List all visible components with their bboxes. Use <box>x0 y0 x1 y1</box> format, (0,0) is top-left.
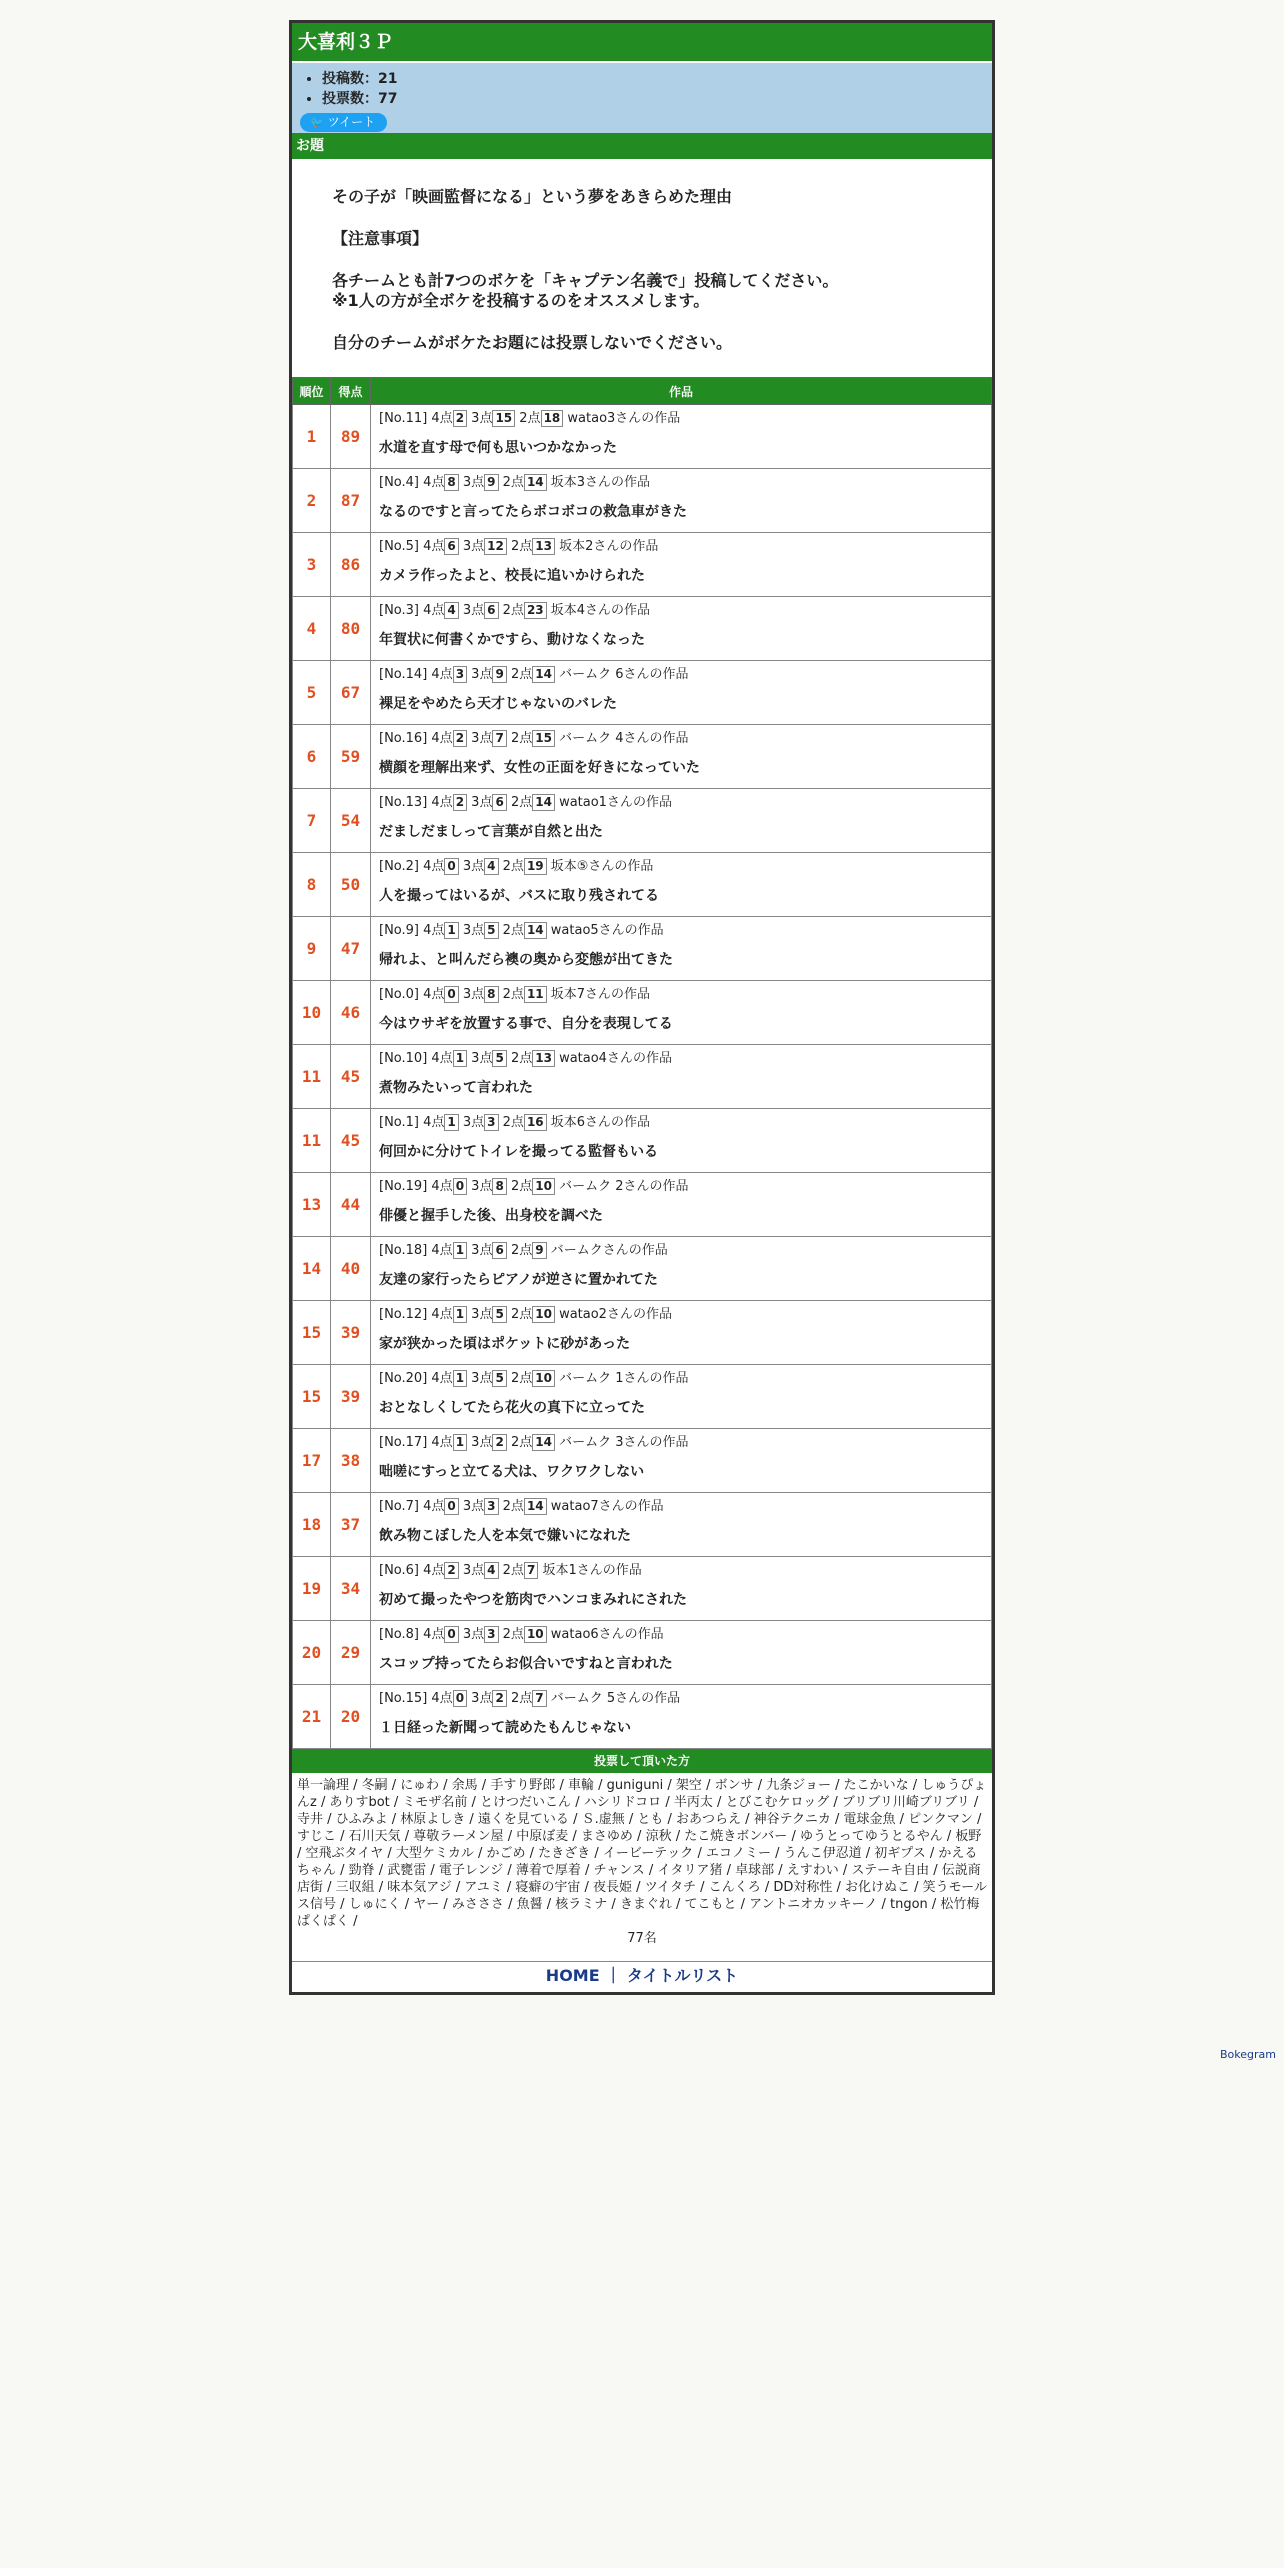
table-row <box>293 853 992 917</box>
rank-cell: 21 <box>293 1685 331 1749</box>
points-cell: 50 <box>331 853 371 917</box>
score2-count: 14 <box>532 794 555 811</box>
entry-author: バームク 3さんの作品 <box>559 1435 689 1450</box>
voters-body <box>292 1773 992 1962</box>
rank-cell: 11 <box>293 1045 331 1109</box>
entry-text: 初めて撮ったやつを筋肉でハンコまみれにされた <box>379 1592 687 1608</box>
entry-meta: [No.14] 4点 3 3点 9 2点 14 バームク 6さんの作品 <box>379 667 689 682</box>
voters-count: 77名 <box>627 1931 657 1946</box>
score4-count: 8 <box>444 474 458 491</box>
entry-author: watao4さんの作品 <box>559 1051 672 1066</box>
score4-count: 2 <box>453 410 467 427</box>
work-cell <box>371 661 992 725</box>
entry-meta: [No.18] 4点 1 3点 6 2点 9 バームクさんの作品 <box>379 1243 668 1258</box>
points-cell: 89 <box>331 405 371 469</box>
ranking-body <box>293 405 992 1749</box>
work-cell <box>371 981 992 1045</box>
table-row <box>293 917 992 981</box>
entry-number: [No.8] <box>379 1627 419 1642</box>
work-cell <box>371 853 992 917</box>
score2-count: 14 <box>532 1434 555 1451</box>
entry-number: [No.11] <box>379 411 428 426</box>
rank-cell: 13 <box>293 1173 331 1237</box>
entry-meta: [No.19] 4点 0 3点 8 2点 10 バームク 2さんの作品 <box>379 1179 689 1194</box>
entry-meta: [No.16] 4点 2 3点 7 2点 15 バームク 4さんの作品 <box>379 731 689 746</box>
score3-count: 2 <box>492 1690 506 1707</box>
score2-count: 14 <box>532 666 555 683</box>
entry-author: watao3さんの作品 <box>567 411 681 426</box>
page-title: 大喜利３Ｐ <box>292 23 992 61</box>
entry-author: バームクさんの作品 <box>550 1243 668 1258</box>
score4-count: 3 <box>453 666 467 683</box>
score2-count: 11 <box>524 986 547 1003</box>
entry-author: watao5さんの作品 <box>550 923 664 938</box>
entry-number: [No.18] <box>379 1243 428 1258</box>
entry-author: バームク 1さんの作品 <box>559 1371 689 1386</box>
score4-count: 0 <box>453 1178 467 1195</box>
score3-count: 8 <box>492 1178 506 1195</box>
score4-count: 4 <box>444 602 458 619</box>
score3-count: 5 <box>492 1370 506 1387</box>
score3-count: 9 <box>484 474 498 491</box>
score3-count: 5 <box>492 1050 506 1067</box>
odai-notice-2: 自分のチームがボケたお題には投票しないでください。 <box>332 333 733 352</box>
score3-count: 7 <box>492 730 506 747</box>
entry-meta: [No.1] 4点 1 3点 3 2点 16 坂本6さんの作品 <box>379 1115 651 1130</box>
points-cell: 54 <box>331 789 371 853</box>
work-cell <box>371 597 992 661</box>
score2-count: 10 <box>532 1370 555 1387</box>
score3-count: 6 <box>484 602 498 619</box>
entry-meta: [No.8] 4点 0 3点 3 2点 10 watao6さんの作品 <box>379 1627 664 1642</box>
entry-author: watao6さんの作品 <box>550 1627 664 1642</box>
tweet-button[interactable] <box>300 113 387 132</box>
work-cell <box>371 1429 992 1493</box>
points-cell: 29 <box>331 1621 371 1685</box>
entry-meta: [No.5] 4点 6 3点 12 2点 13 坂本2さんの作品 <box>379 539 659 554</box>
table-row <box>293 1365 992 1429</box>
entry-meta: [No.2] 4点 0 3点 4 2点 19 坂本⑤さんの作品 <box>379 859 654 874</box>
entry-author: 坂本⑤さんの作品 <box>550 859 654 874</box>
table-row <box>293 789 992 853</box>
entry-number: [No.9] <box>379 923 419 938</box>
entry-text: だましだましって言葉が自然と出た <box>379 824 603 840</box>
entry-meta: [No.6] 4点 2 3点 4 2点 7 坂本1さんの作品 <box>379 1563 642 1578</box>
points-cell: 59 <box>331 725 371 789</box>
entry-author: バームク 2さんの作品 <box>559 1179 689 1194</box>
entry-author: 坂本6さんの作品 <box>550 1115 651 1130</box>
score4-count: 2 <box>444 1562 458 1579</box>
work-cell <box>371 405 992 469</box>
entry-meta: [No.20] 4点 1 3点 5 2点 10 バームク 1さんの作品 <box>379 1371 689 1386</box>
table-row <box>293 725 992 789</box>
score3-count: 5 <box>492 1306 506 1323</box>
entry-text: なるのですと言ってたらボコボコの救急車がきた <box>379 504 687 520</box>
work-cell <box>371 1365 992 1429</box>
table-row <box>293 405 992 469</box>
score2-count: 10 <box>524 1626 547 1643</box>
entry-author: watao7さんの作品 <box>550 1499 664 1514</box>
entry-author: watao2さんの作品 <box>559 1307 672 1322</box>
points-cell: 39 <box>331 1365 371 1429</box>
points-cell: 44 <box>331 1173 371 1237</box>
entry-number: [No.2] <box>379 859 419 874</box>
entry-number: [No.12] <box>379 1307 428 1322</box>
entry-meta: [No.12] 4点 1 3点 5 2点 10 watao2さんの作品 <box>379 1307 672 1322</box>
entry-number: [No.20] <box>379 1371 428 1386</box>
work-cell <box>371 1237 992 1301</box>
entry-number: [No.19] <box>379 1179 428 1194</box>
score2-count: 14 <box>524 1498 547 1515</box>
points-cell: 87 <box>331 469 371 533</box>
score3-count: 9 <box>492 666 506 683</box>
score2-count: 10 <box>532 1306 555 1323</box>
score2-count: 13 <box>532 538 555 555</box>
score3-count: 5 <box>484 922 498 939</box>
score4-count: 0 <box>444 1498 458 1515</box>
entry-number: [No.6] <box>379 1563 419 1578</box>
points-header: 得点 <box>331 378 371 405</box>
entry-text: 年賀状に何書くかですら、動けなくなった <box>379 632 645 648</box>
work-cell <box>371 917 992 981</box>
score4-count: 0 <box>444 1626 458 1643</box>
score2-count: 14 <box>524 922 547 939</box>
score2-count: 15 <box>532 730 555 747</box>
score4-count: 2 <box>453 794 467 811</box>
rank-cell: 4 <box>293 597 331 661</box>
score3-count: 4 <box>484 858 498 875</box>
rank-cell: 15 <box>293 1301 331 1365</box>
score2-count: 18 <box>541 410 564 427</box>
stats-list <box>300 69 984 109</box>
entry-text: 何回かに分けてトイレを撮ってる監督もいる <box>379 1144 659 1160</box>
rank-cell: 6 <box>293 725 331 789</box>
table-row <box>293 533 992 597</box>
entry-number: [No.3] <box>379 603 419 618</box>
entry-text: 俳優と握手した後、出身校を調べた <box>379 1208 603 1224</box>
score4-count: 1 <box>444 1114 458 1131</box>
table-row <box>293 1685 992 1749</box>
score4-count: 6 <box>444 538 458 555</box>
entry-author: 坂本3さんの作品 <box>550 475 651 490</box>
post-count: • 投稿数：21 <box>322 69 984 89</box>
entry-number: [No.16] <box>379 731 428 746</box>
rank-cell: 18 <box>293 1493 331 1557</box>
work-cell <box>371 1301 992 1365</box>
entry-number: [No.7] <box>379 1499 419 1514</box>
entry-text: 今はウサギを放置する事で、自分を表現してる <box>379 1016 673 1032</box>
score4-count: 1 <box>453 1050 467 1067</box>
work-cell <box>371 725 992 789</box>
twitter-bird-icon: 🐦 <box>310 116 324 129</box>
entry-author: バームク 6さんの作品 <box>559 667 689 682</box>
work-cell <box>371 789 992 853</box>
entry-text: 水道を直す母で何も思いつかなかった <box>379 440 617 456</box>
points-cell: 67 <box>331 661 371 725</box>
entry-author: watao1さんの作品 <box>559 795 672 810</box>
entry-author: 坂本2さんの作品 <box>559 539 659 554</box>
entry-meta: [No.9] 4点 1 3点 5 2点 14 watao5さんの作品 <box>379 923 664 938</box>
score2-count: 13 <box>532 1050 555 1067</box>
score4-count: 1 <box>453 1242 467 1259</box>
work-cell <box>371 1045 992 1109</box>
main-frame <box>289 20 995 1995</box>
table-row <box>293 1109 992 1173</box>
entry-text: 人を撮ってはいるが、バスに取り残されてる <box>379 888 659 904</box>
entry-meta: [No.10] 4点 1 3点 5 2点 13 watao4さんの作品 <box>379 1051 672 1066</box>
entry-text: 横顔を理解出来ず、女性の正面を好きになっていた <box>379 760 700 776</box>
bokegram-link[interactable]: Bokegram <box>1220 2048 1276 2061</box>
score3-count: 3 <box>484 1498 498 1515</box>
score4-count: 1 <box>453 1306 467 1323</box>
table-row <box>293 1173 992 1237</box>
score2-count: 16 <box>524 1114 547 1131</box>
entry-text: スコップ持ってたらお似合いですねと言われた <box>379 1656 673 1672</box>
rank-cell: 17 <box>293 1429 331 1493</box>
entry-author: バームク 5さんの作品 <box>550 1691 681 1706</box>
score3-count: 3 <box>484 1114 498 1131</box>
entry-meta: [No.17] 4点 1 3点 2 2点 14 バームク 3さんの作品 <box>379 1435 689 1450</box>
voters-header: 投票して頂いた方 <box>292 1749 992 1773</box>
points-cell: 46 <box>331 981 371 1045</box>
score3-count: 4 <box>484 1562 498 1579</box>
table-row <box>293 1621 992 1685</box>
entry-text: 飲み物こぼした人を本気で嫌いになれた <box>379 1528 631 1544</box>
table-row <box>293 469 992 533</box>
entry-text: 裸足をやめたら天才じゃないのバレた <box>379 696 617 712</box>
table-row <box>293 1237 992 1301</box>
score4-count: 0 <box>453 1690 467 1707</box>
entry-number: [No.1] <box>379 1115 419 1130</box>
entry-text: 咄嗟にすっと立てる犬は、ワクワクしない <box>379 1464 645 1480</box>
score2-count: 19 <box>524 858 547 875</box>
work-header: 作品 <box>371 378 992 405</box>
nav-separator: ｜ <box>605 1966 622 1985</box>
points-cell: 45 <box>331 1109 371 1173</box>
score2-count: 23 <box>524 602 547 619</box>
rank-cell: 7 <box>293 789 331 853</box>
entry-text: 帰れよ、と叫んだら襖の奥から変態が出てきた <box>379 952 673 968</box>
entry-meta: [No.11] 4点 2 3点 15 2点 18 watao3さんの作品 <box>379 411 681 426</box>
home-link[interactable]: HOME <box>545 1966 600 1985</box>
entry-number: [No.14] <box>379 667 428 682</box>
entry-number: [No.4] <box>379 475 419 490</box>
work-cell <box>371 1557 992 1621</box>
entry-meta: [No.15] 4点 0 3点 2 2点 7 バームク 5さんの作品 <box>379 1691 681 1706</box>
points-cell: 45 <box>331 1045 371 1109</box>
rank-cell: 10 <box>293 981 331 1045</box>
table-row <box>293 1301 992 1365</box>
points-cell: 34 <box>331 1557 371 1621</box>
score3-count: 12 <box>484 538 507 555</box>
odai-notice-title: 【注意事項】 <box>332 229 429 248</box>
entry-number: [No.13] <box>379 795 428 810</box>
score3-count: 8 <box>484 986 498 1003</box>
rank-cell: 1 <box>293 405 331 469</box>
work-cell <box>371 469 992 533</box>
work-cell <box>371 1173 992 1237</box>
score2-count: 14 <box>524 474 547 491</box>
rank-cell: 19 <box>293 1557 331 1621</box>
odai-body <box>292 159 992 377</box>
points-cell: 40 <box>331 1237 371 1301</box>
score3-count: 6 <box>492 1242 506 1259</box>
score2-count: 7 <box>524 1562 538 1579</box>
points-cell: 39 <box>331 1301 371 1365</box>
rank-cell: 20 <box>293 1621 331 1685</box>
points-cell: 37 <box>331 1493 371 1557</box>
entry-meta: [No.4] 4点 8 3点 9 2点 14 坂本3さんの作品 <box>379 475 651 490</box>
score3-count: 15 <box>492 410 515 427</box>
rank-cell: 2 <box>293 469 331 533</box>
entry-author: 坂本4さんの作品 <box>550 603 651 618</box>
entry-text: カメラ作ったよと、校長に追いかけられた <box>379 568 645 584</box>
entry-number: [No.10] <box>379 1051 428 1066</box>
work-cell <box>371 533 992 597</box>
rank-cell: 15 <box>293 1365 331 1429</box>
table-row <box>293 1045 992 1109</box>
rank-cell: 8 <box>293 853 331 917</box>
rank-cell: 14 <box>293 1237 331 1301</box>
entry-text: １日経った新聞って読めたもんじゃない <box>379 1720 631 1736</box>
score2-count: 10 <box>532 1178 555 1195</box>
footer-nav <box>292 1962 992 1992</box>
rank-cell: 9 <box>293 917 331 981</box>
entry-number: [No.17] <box>379 1435 428 1450</box>
score4-count: 1 <box>453 1370 467 1387</box>
ranking-header-row <box>293 378 992 405</box>
entry-meta: [No.13] 4点 2 3点 6 2点 14 watao1さんの作品 <box>379 795 672 810</box>
entry-text: 煮物みたいって言われた <box>379 1080 533 1096</box>
entry-text: 友達の家行ったらピアノが逆さに置かれてた <box>379 1272 658 1288</box>
odai-header: お題 <box>292 133 992 159</box>
points-cell: 38 <box>331 1429 371 1493</box>
odai-notice-1: 各チームとも計7つのボケを「キャプテン名義で」投稿してください。 ※1人の方が全ボケを投稿するのをオススメします。 <box>332 271 839 310</box>
entry-meta: [No.0] 4点 0 3点 8 2点 11 坂本7さんの作品 <box>379 987 651 1002</box>
entry-number: [No.15] <box>379 1691 428 1706</box>
work-cell <box>371 1621 992 1685</box>
score4-count: 0 <box>444 858 458 875</box>
work-cell <box>371 1493 992 1557</box>
entry-number: [No.0] <box>379 987 419 1002</box>
score3-count: 6 <box>492 794 506 811</box>
rank-cell: 5 <box>293 661 331 725</box>
table-row <box>293 1557 992 1621</box>
table-row <box>293 981 992 1045</box>
score2-count: 7 <box>532 1690 546 1707</box>
rank-header: 順位 <box>293 378 331 405</box>
entry-number: [No.5] <box>379 539 419 554</box>
points-cell: 20 <box>331 1685 371 1749</box>
work-cell <box>371 1685 992 1749</box>
score4-count: 1 <box>444 922 458 939</box>
score3-count: 3 <box>484 1626 498 1643</box>
rank-cell: 11 <box>293 1109 331 1173</box>
points-cell: 86 <box>331 533 371 597</box>
entry-meta: [No.7] 4点 0 3点 3 2点 14 watao7さんの作品 <box>379 1499 664 1514</box>
table-row <box>293 661 992 725</box>
vote-count: • 投票数：77 <box>322 89 984 109</box>
stats-panel <box>292 61 992 133</box>
entry-meta: [No.3] 4点 4 3点 6 2点 23 坂本4さんの作品 <box>379 603 651 618</box>
odai-theme: その子が「映画監督になる」という夢をあきらめた理由 <box>332 187 733 206</box>
score4-count: 0 <box>444 986 458 1003</box>
entry-author: 坂本1さんの作品 <box>542 1563 642 1578</box>
ranking-table <box>292 377 992 1749</box>
entry-text: おとなしくしてたら花火の真下に立ってた <box>379 1400 645 1416</box>
entry-author: 坂本7さんの作品 <box>550 987 651 1002</box>
work-cell <box>371 1109 992 1173</box>
score3-count: 2 <box>492 1434 506 1451</box>
table-row <box>293 597 992 661</box>
points-cell: 47 <box>331 917 371 981</box>
table-row <box>293 1429 992 1493</box>
points-cell: 80 <box>331 597 371 661</box>
table-row <box>293 1493 992 1557</box>
entry-text: 家が狭かった頃はポケットに砂があった <box>379 1336 631 1352</box>
entry-author: バームク 4さんの作品 <box>559 731 689 746</box>
title-list-link[interactable]: タイトルリスト <box>626 1966 739 1985</box>
score4-count: 1 <box>453 1434 467 1451</box>
score2-count: 9 <box>532 1242 546 1259</box>
score4-count: 2 <box>453 730 467 747</box>
rank-cell: 3 <box>293 533 331 597</box>
tweet-label: ツイート <box>327 115 376 129</box>
voters-list: 単一論理 / 冬嗣 / にゅわ / 余馬 / 手すり野郎 / 車輪 / guniguni / 架空 / ボンサ / 九条ジョー / たこかいな / しゅうぴょんz / ありすbot / ミモザ名前 / とけつだいこん / ハシリドコロ / 半丙太 / とびこむケロッグ / ブリブリ川崎ブリブリ / 寺井 / ひふみよ / 林原よしき / 遠くを見ている / Ｓ.虚無 / とも / おあつらえ / 神谷テクニカ / 電球金魚 / ピンクマン / すじこ / 石川天気 / 尊敬ラーメン屋 / 中原ぼ麦 / まさゆめ / 涼秋 / たこ焼きボンバー / ゆうとってゆうとるやん / 板野 / 空飛ぶタイヤ / 大型ケミカル / かごめ / たきざき / イービーテック / エコノミー / うんこ伊忍道 / 初ギプス / かえるちゃん / 勁脊 / 武甕雷 / 電子レンジ / 薄着で厚着 / チャンス / イタリア猪 / 卓球部 / えすわい / ステーキ自由 / 伝説商店街 / 三収組 / 味本気アジ / アユミ / 寝癖の宇宙 / 夜長姫 / ツイタチ / こんくろ / DD対称性 / お化けぬこ / 笑うモールス信号 / しゅにく / ヤー / みさささ / 魚醤 / 核ラミナ / きまぐれ / てこもと / アントニオカッキーノ / tngon / 松竹梅ぱくぱく / <box>297 1778 987 1929</box>
